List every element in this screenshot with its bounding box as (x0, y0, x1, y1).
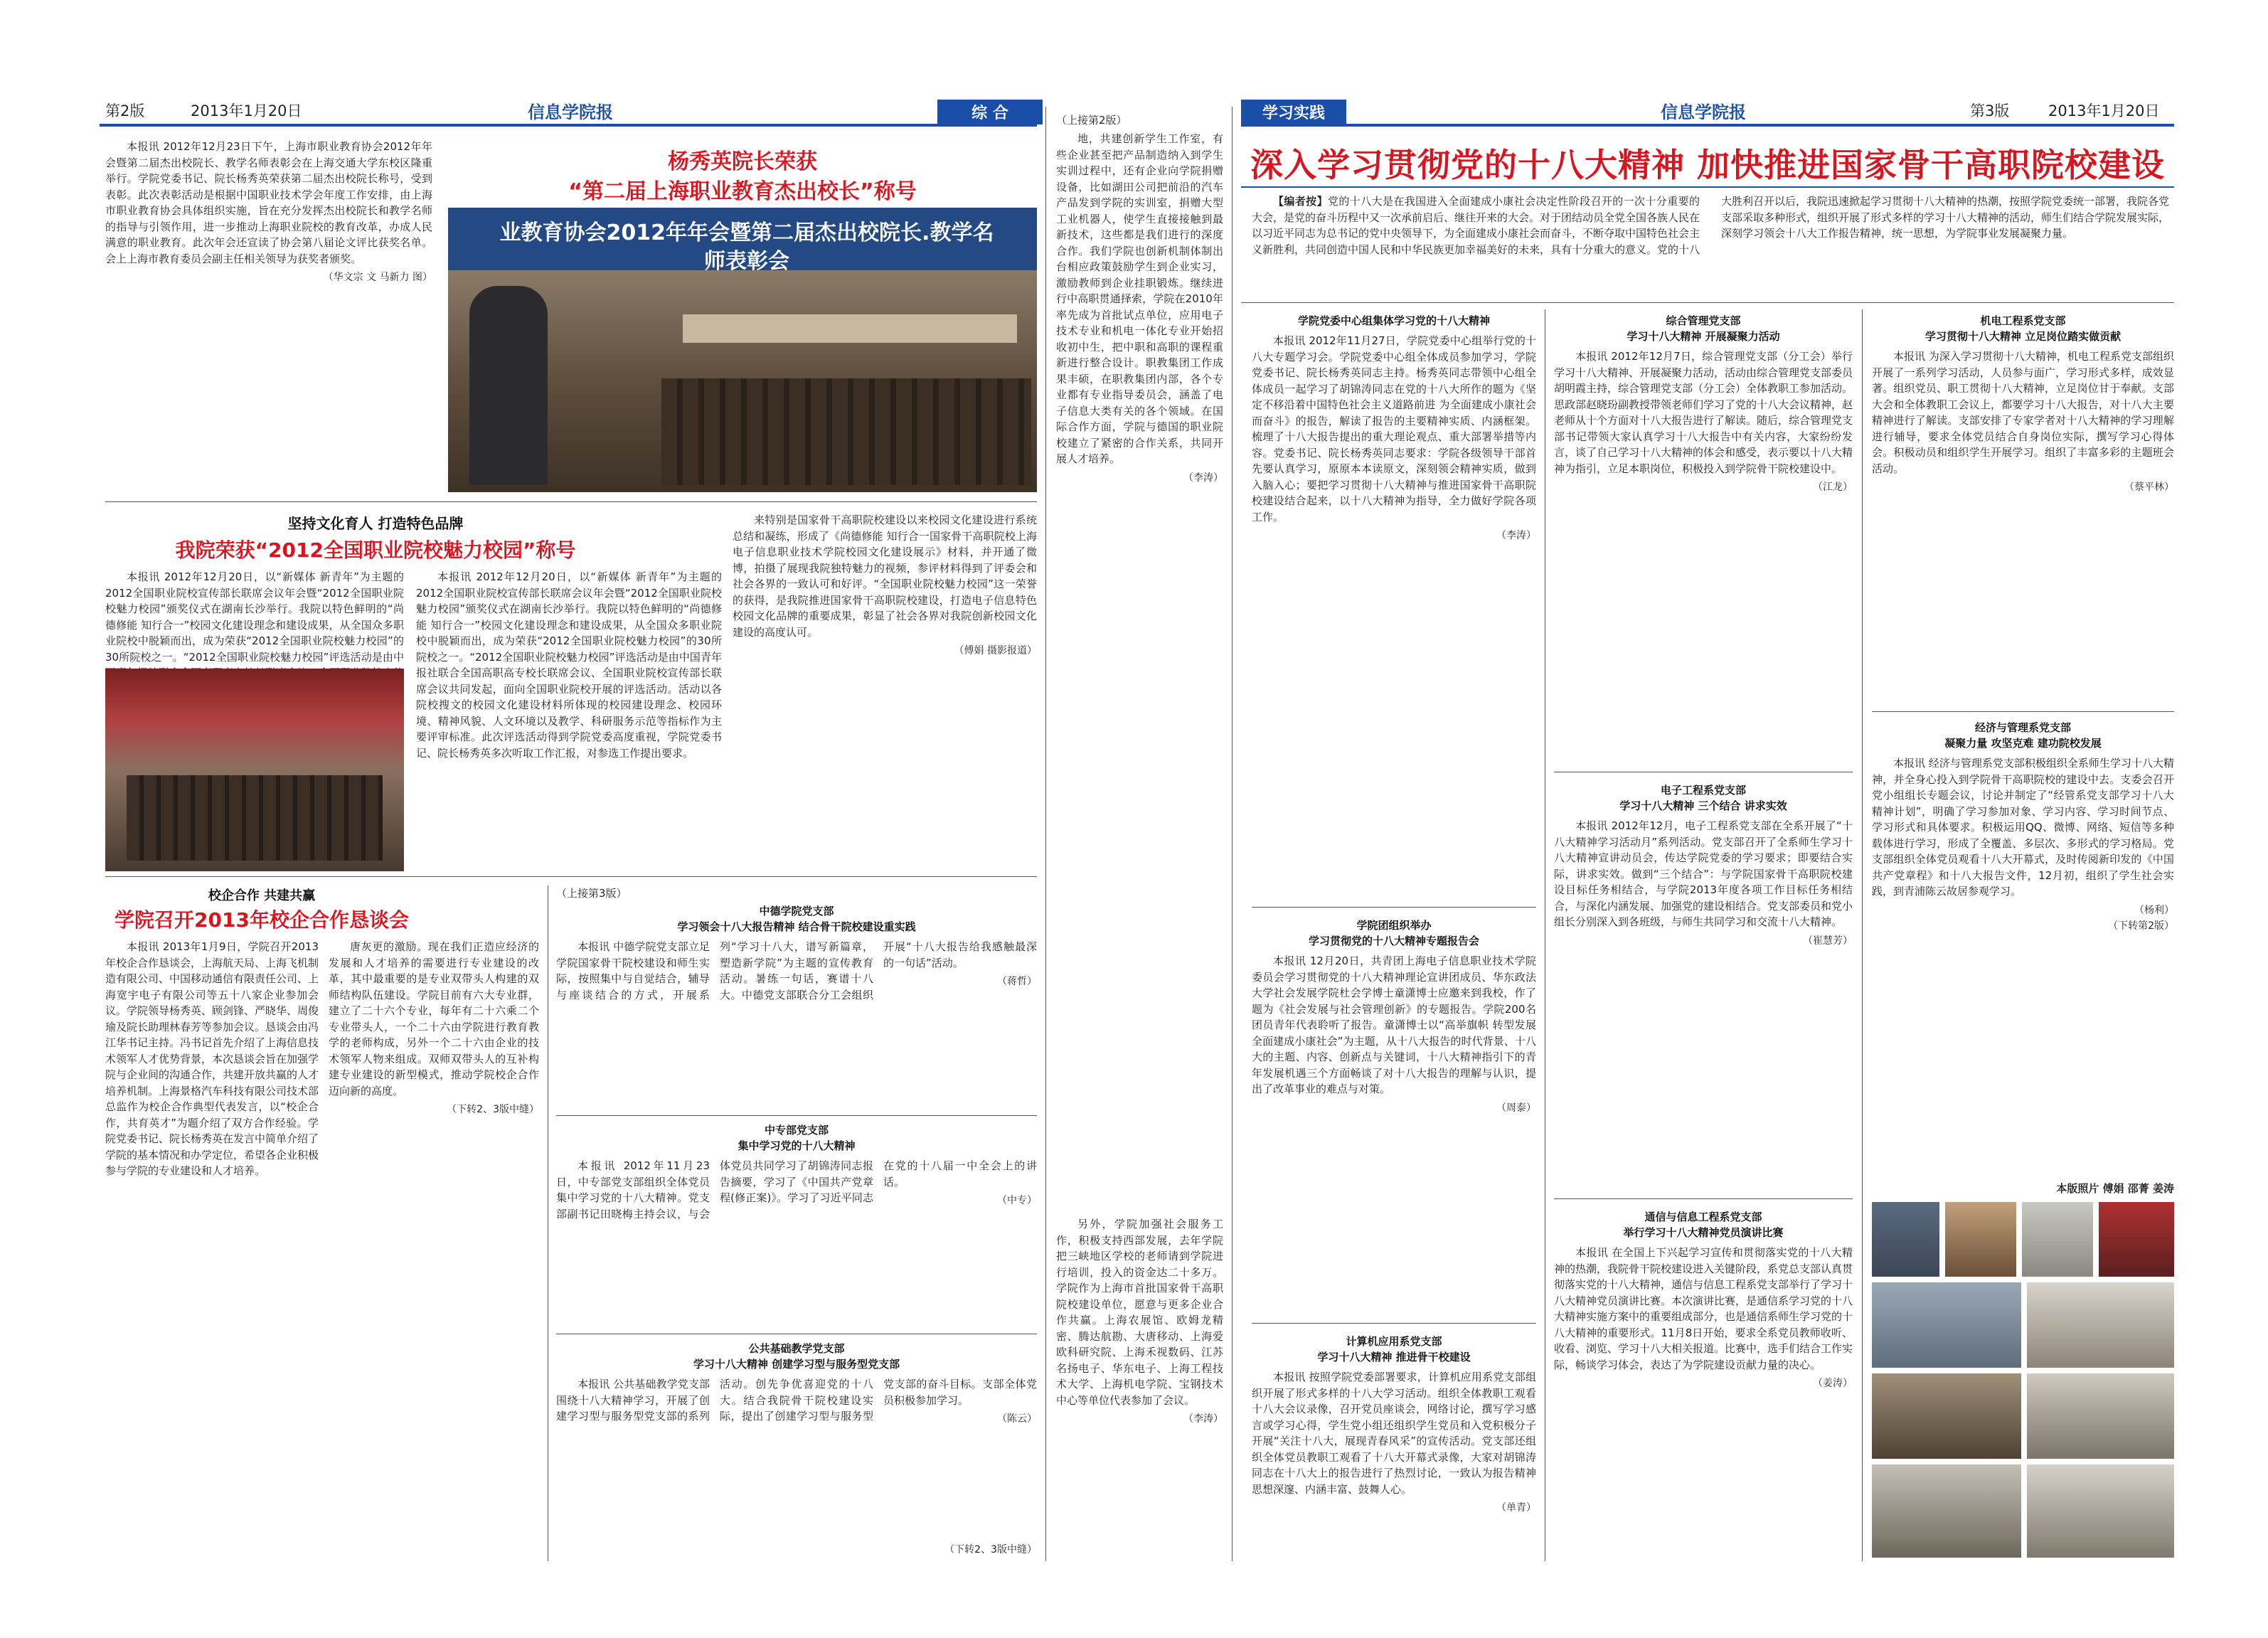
campus-award-photo (105, 669, 404, 871)
medium-photo-2 (2027, 1282, 2174, 1368)
r-art4-head: 综合管理党支部 (1666, 314, 1741, 327)
left-masthead: 信息学院报 (528, 102, 613, 122)
r-art6-body: 本报讯 在全国上下兴起学习宣传和贯彻落实党的十八大精神的热潮，我院骨干院校建设进入关键阶段，系党总支部认真贯彻落实党的十八大精神，通信与信息工程系党支部举行了学习十八大精神党员演讲比赛。本次演讲比赛，是通信系学习党的十八大精神实施方案中的重要组成部分，也是通信系师生学习党的十八大精神的重要形式。11月8日开始，要求全系党员教师收听、收看、浏览、学习十八大相关报道。比赛中，选手们结合工作实际，畅谈学习体会，表达了为学院建设贡献力量的决心。 （姜涛） (1554, 1246, 1853, 1389)
divider-7 (1252, 1323, 1536, 1324)
r-art2-sub: 学习贯彻党的十八大精神专题报告会 (1308, 935, 1479, 947)
article-enterprise-kicker: 校企合作 共建共赢 (208, 888, 316, 903)
small-photo-3 (2022, 1202, 2093, 1277)
gutter-body-2: 另外，学院加强社会服务工作，积极支持西部发展，去年学院把三峡地区学校的老师请到学院进行培训，投入的资金达二十多万。学院作为上海市首批国家骨干高职院校建设单位，愿意与更多企业合作共赢。上海农展馆、欧姆龙精密、腾达航勘、大唐移动、上海爱欧科研究院、上海禾视数码、江苏名扬电子、华东电子、上海工程技术大学、上海机电学院、宝钢技术中心等单位代表参加了会议。 （李涛） (1056, 1218, 1223, 1425)
col-divider-r2 (1862, 309, 1863, 1561)
main-headline-rule (1241, 186, 2174, 188)
mid-from-label: （上接第3版） (556, 887, 627, 900)
audience-2 (127, 775, 383, 861)
photo-credit: 本版照片 傅娟 邵菁 姜涛 (2056, 1182, 2174, 1195)
r-art4-body: 本报讯 2012年12月7日，综合管理党支部（分工会）举行学习十八大精神、开展凝聚力活动，活动由综合管理党支部委员胡明霞主持，综合管理党支部（分工会）全体教职工参加活动。思政部赵晓玢副教授带领老师们学习了党的十八大会议精神，赵老师从十个方面对十八大报告进行了解读。随后，综合管理党支部书记带领大家认真学习十八大报告中有关内容，大家纷纷发言，谈了自己学习十八大精神的体会和感受，表示要以十八大精神为指引，立足本职岗位，积极投入到学院骨干院校建设中。 （江龙） (1554, 350, 1853, 493)
medium-photo-5 (1872, 1464, 2021, 1558)
article-principal-award-headline2: “第二届上海职业教育杰出校长”称号 (568, 179, 917, 204)
mid-sec3-head: 公共基础教学党支部 (748, 1342, 845, 1355)
r-art8-body: 本报讯 经济与管理系党支部积极组织全系师生学习十八大精神，并全身心投入到学院骨干高职院校的建设中去。支委会召开党小组组长专题会议，讨论并制定了“经管系党支部学习十八大精神计划”，明确了学习参加对象、学习内容、学习时间节点、学习形式和具体要求。积极运用QQ、微博、网络、短信等多种载体进行学习，形成了全覆盖、多层次、多形式的学习格局。党支部组织全体党员观看十八大开幕式，及时传阅新印发的《中国共产党章程》和十八大报告文件，12月初，组织了学生社会实践，到青浦陈云故居参观学习。 （杨利） （下转第2版） (1872, 757, 2174, 932)
article-principal-award-headline1: 杨秀英院长荣获 (668, 149, 817, 174)
medium-photo-3 (1872, 1373, 2021, 1459)
editor-note: 【编者按】党的十八大是在我国进入全面建成小康社会决定性阶段召开的一次十分重要的大会，是党的奋斗历程中又一次承前启后、继往开来的大会。对于团结动员全党全国各族人民在以习近平同志为总书记的党中央领导下，为全面建成小康社会而奋斗，不断夺取中国特色社会主义新胜利，共同创造中国人民和中华民族更加幸福美好的未来，具有十分重大的意义。党的十八大胜利召开以后，我院迅速掀起学习贯彻十八大精神的热潮，按照学院党委统一部署，我院各党支部采取多种形式，组织开展了形式多样的学习十八大精神的活动，师生们结合学院发展实际，深刻学习领会十八大工作报告精神，统一思想，为学院事业发展凝聚力量。 (1252, 195, 2170, 256)
divider-1 (105, 501, 1037, 502)
article-campus-award-body-c: 来特别是国家骨干高职院校建设以来校园文化建设进行系统总结和凝练，形成了《尚德修能 知行合一国家骨干高职院校上海电子信息职业技术学院校园文化建设展示》材料，并开通了微博，拍摄了展现我院独特魅力的视频，参评材料得到了评委会和社会各界的一致认可和好评。“全国职业院校魅力校园”这一荣誉的获得，是我院推进国家骨干高职院校建设，打造电子信息特色校园文化品牌的重要成果，彰显了社会各界对我院创新校园文化建设的高度认可。 （傅娟 摄影报道） (733, 512, 1037, 868)
r-art8-head: 经济与管理系党支部 (1974, 721, 2071, 734)
ceremony-banner-text: 业教育协会2012年年会暨第二届杰出校院长.教学名师表彰会 (499, 220, 994, 274)
gutter-line-right (1232, 107, 1233, 1561)
mid-sec1-body: 本报讯 中德学院党支部立足学院国家骨干院校建设和师生实际，按照集中与自觉结合，辅导与座谈结合的方式，开展系列“学习十八大，谱写新篇章，塑造新学院”为主题的宣传教育活动。暑练一句话，赛谱十八大。中德党支部联合分工会组织开展“十八大报告给我感触最深的一句话”活动。 （蒋哲） (556, 940, 1037, 1001)
r-art2-body: 本报讯 12月20日，共青团上海电子信息职业技术学院委员会学习贯彻党的十八大精神理论宣讲团成员、华东政法大学社会发展学院杜会学博士童潇博士应邀来到我校，作了题为《社会发展与社会管理创新》的专题报告。学院200名团员青年代表聆听了报告。童潇博士以“高举旗帜 转型发展 全面建成小康社会”为主题，从十八大报告的时代背景、十八大的主题、内容、创新点与关键词，十八大精神指引下的青年发展机遇三个方面畅谈了对十八大报告的理解与认识，提出了改革事业的难点与对策。 （周泰） (1252, 954, 1536, 1114)
r-art6-sub: 举行学习十八大精神党员演讲比赛 (1623, 1226, 1784, 1239)
divider-10 (1872, 711, 2174, 712)
left-header-rule (100, 124, 1037, 127)
r-art3-body: 本报讯 按照学院党委部署要求，计算机应用系党支部组织开展了形式多样的十八大学习活动。组织全体教职工观看十八大会议录像，召开党员座谈会，网络讨论，撰写学习感言或学习心得，学生党小组还组织学生党员和入党积极分子开展“关注十八大，展现青春风采”的宣传活动。党支部还组织全体党员教职工观看了十八大开幕式录像，大家对胡锦涛同志在十八大上的报告进行了热烈讨论，一致认为报告精神思想深邃、内涵丰富、鼓舞人心。 （单青） (1252, 1371, 1536, 1514)
r-art5-head: 电子工程系党支部 (1660, 784, 1746, 797)
article-principal-award-body: 本报讯 2012年12月23日下午，上海市职业教育协会2012年年会暨第二届杰出校院长、教学名师表彰会在上海交通大学东校区隆重举行。学院党委书记、院长杨秀英荣获第二届杰出校院长称号，受到表彰。此次表彰活动是根据中国职业技术学会年度工作安排，由上海市职业教育协会具体组织实施，旨在充分发挥杰出校院长和教学名师的指导与引领作用，进一步推动上海职业院校的教育改革，办成人民满意的职业教育。此次年会还宣读了协会第八届论文评比获奖名单。会上上海市教育委员会副主任相关领导为获奖者颁奖。 （华文宗 文 马新力 图） (105, 139, 432, 494)
article-campus-award-body-b: 本报讯 2012年12月20日，以“新媒体 新青年”为主题的2012全国职业院校宣传部长联席会议年会暨“2012全国职业院校魅力校园”颁奖仪式在湖南长沙举行。我院以特色鲜明的“尚德修能 知行合一”校园文化建设理念和建设成果，从全国众多职业院校中脱颖而出，成为荣获“2012全国职业院校魅力校园”的30所院校之一。“2012全国职业院校魅力校园”评选活动是由中国青年报社联合全国高职高专校长联席会议、全国职业院校宣传部长联席会议共同发起，面向全国职业院校开展的评选活动。活动以各院校搜文的校园文化建设材料所体现的校园建设理念、校园环境、精神风貌、人文环境以及教学、科研服务示范等指标作为主要评审标准。此次评选活动得到学院党委高度重视，学院党委书记、院长杨秀英多次听取工作汇报，对参选工作提出要求。 (416, 570, 722, 760)
medium-photo-4 (2027, 1373, 2174, 1459)
divider-3 (556, 1115, 1037, 1116)
r-art1-body: 本报讯 2012年11月27日，学院党委中心组举行党的十八大专题学习会。学院党委中心组全体成员参加学习，学院党委书记、院长杨秀英同志主持。杨秀英同志带领中心组全体成员一起学习了胡锦涛同志在党的十八大所作的题为《坚定不移沿着中国特色社会主义道路前进 为全面建成小康社会而奋斗》的报告，解读了报告的主要精神实质、内涵框架。梳理了十八大报告提出的重大理论观点、重大部署举措等内容。党委书记、院长杨秀英同志要求：学院各级领导干部首先要认真学习，原原本本读原文，深刻领会精神实质，做到入脑入心；要把学习贯彻十八大精神与推进国家骨干高职院校建设结合起来，以十八大精神为指导，全力做好学院各项工作。 （李涛） (1252, 334, 1536, 541)
r-art7-body: 本报讯 为深入学习贯彻十八大精神，机电工程系党支部组织开展了一系列学习活动，人员参与面广，学习形式多样，成效显著。组织党员、职工贯彻十八大精神，立足岗位甘于奉献。支部大会和全体教职工会议上，都要学习十八大报告，对十八大主要精神进行了解读。支部安排了专家学者对十八大精神的学习理解进行辅导，要求全体党员结合自身岗位实际，撰写学习心得体会。积极动员和组织学生开展学习。组织了丰富多彩的主题班会活动。 （蔡平林） (1872, 350, 2174, 493)
stage-table (683, 314, 1017, 343)
r-art3-head: 计算机应用系党支部 (1346, 1335, 1442, 1348)
article-enterprise-body-a: 本报讯 2013年1月9日，学院召开2013年校企合作恳谈会，上海航天局、上海飞机制造有限公司、中国移动通信有限责任公司、上海宽宇电子有限公司等五十八家企业参加会议。学院领导杨秀英、顾剑锋、严晓华、周俊瑜及院长助理林春芳等参加会议。恳谈会由冯江华书记主持。冯书记首先介绍了上海信息技术领军人才优势背景，本次恳谈会旨在加强学院与企业间的沟通合作，共建开放共赢的人才培养机制。上海景格汽车科技有限公司技术部总监作为校企合作典型代表发言，以“校企合作，共育英才”为题介绍了双方合作经验。学院党委书记、院长杨秀英在发言中简单介绍了学院的基本情况和办学定位，希望各企业积极参与学院的专业建设和人才培养。 (105, 940, 319, 1177)
r-art7-head: 机电工程系党支部 (1980, 314, 2066, 327)
audience (661, 378, 1031, 485)
small-photo-4 (2099, 1202, 2174, 1277)
divider-6 (1252, 907, 1536, 908)
article-enterprise-headline: 学院召开2013年校企合作恳谈会 (115, 908, 409, 932)
article-campus-award-body-a: 本报讯 2012年12月20日，以“新媒体 新青年”为主题的2012全国职业院校宣传部长联席会议年会暨“2012全国职业院校魅力校园”颁奖仪式在湖南长沙举行。我院以特色鲜明的“尚德修能 知行合一”校园文化建设理念和建设成果，从全国众多职业院校中脱颖而出，成为荣获“2012全国职业院校魅力校园”的30所院校之一。“2012全国职业院校魅力校园”评选活动是由中 (105, 570, 404, 664)
gutter-line-left (1045, 107, 1046, 1561)
mid-sec2-body: 本报讯 2012年11月23日，中专部党支部组织全体党员集中学习党的十八大精神。党支部副书记田晓梅主持会议，与会体党员共同学习了胡锦涛同志报告摘要，学习了《中国共产党章程(修正案)》。学习了习近平同志在党的十八届一中全会上的讲话。 （中专） (556, 1159, 1037, 1220)
mid-sec3-body: 本报讯 公共基础教学党支部围绕十八大精神学习，开展了创建学习型与服务型党支部的系列活动。创先争优喜迎党的十八大。结合我院骨干院校建设实际，提出了创建学习型与服务型党支部的奋斗目标。支部全体党员积极参加学习。 （陈云） (556, 1378, 1037, 1425)
editor-note-label: 【编者按】 (1273, 195, 1328, 208)
r-art1-head: 学院党委中心组集体学习党的十八大精神 (1297, 314, 1490, 327)
right-section-tag: 学习实践 (1241, 100, 1346, 124)
article-enterprise-footnote: （下转2、3版中缝） (447, 1104, 539, 1115)
small-photo-2 (1945, 1202, 2016, 1277)
r-art6-head: 通信与信息工程系党支部 (1644, 1211, 1762, 1223)
article-enterprise-body-b: 唐灰更的激励。现在我们正造应经济的发展和人才培养的需要进行专业建设的改革，其中最重要的是专业双带头人构建的双师结构队伍建设。学院目前有六大专业群，建立了二十六个专业，每年有二十六乘二个专业带头人，一个二十六由学院进行教育教学的老师构成，另外一个二十六由企业的技术领军人物来组成。双师双带头人的互补构建专业建设的新型模式，推动学院校企合作迈向新的高度。 （下转2、3版中缝） (329, 939, 539, 1558)
r-art8-sub: 凝聚力量 攻坚克难 建功院校发展 (1944, 737, 2102, 750)
medium-photo-1 (1872, 1282, 2021, 1368)
right-header-rule (1241, 124, 2174, 127)
medium-photo-6 (2027, 1464, 2174, 1558)
right-page-number: 第3版 (1970, 102, 2010, 119)
mid-sec1-sub: 学习领会十八大报告精神 结合骨干院校建设重实践 (677, 920, 916, 933)
divider-9 (1554, 1198, 1853, 1199)
small-photo-1 (1872, 1202, 1939, 1277)
article-campus-award-kicker: 坚持文化育人 打造特色品牌 (287, 515, 464, 532)
left-page-number: 第2版 (105, 102, 145, 119)
mid-sec2-sub: 集中学习党的十八大精神 (738, 1139, 856, 1152)
mid-sec3-sub: 学习十八大精神 创建学习型与服务型党支部 (693, 1358, 900, 1371)
right-masthead: 信息学院报 (1661, 102, 1746, 122)
main-headline: 深入学习贯彻党的十八大精神 加快推进国家骨干高职院校建设 (1250, 146, 2165, 184)
r-art4-sub: 学习十八大精神 开展凝聚力活动 (1627, 330, 1780, 343)
mid-sec2-head: 中专部党支部 (764, 1124, 829, 1137)
right-page-date: 2013年1月20日 (2048, 102, 2160, 119)
r-art5-body: 本报讯 2012年12月，电子工程系党支部在全系开展了“十八大精神学习活动月”系列活动。党支部召开了全系师生学习十八大精神宣讲动员会，传达学院党委的学习要求；即要结合实际，讲求实效。做到“三个结合”：与学院国家骨干高职院校建设目标任务相结合，与学院2013年度各项工作目标任务相结合，与深化内涵发展、加强党的建设相结合。党支部委员和党小组长分别深入到各班级，与师生共同学习和交流十八大精神。 （崔慧芳） (1554, 819, 1853, 947)
principal-figure (469, 286, 548, 485)
gutter-from-label: （上接第2版） (1056, 114, 1127, 127)
award-ceremony-photo (448, 208, 1037, 492)
article-campus-award-credit: （傅娟 摄影报道） (954, 645, 1037, 656)
mid-next-label: （下转2、3版中缝） (944, 1544, 1037, 1555)
r-art2-head: 学院团组织举办 (1356, 919, 1432, 932)
left-section-tag: 综 合 (937, 100, 1043, 124)
divider-2 (105, 876, 1037, 877)
r-art3-sub: 学习十八大精神 推进骨干校建设 (1317, 1351, 1471, 1363)
mid-sec1-head: 中德学院党支部 (759, 905, 834, 918)
gutter-body: 地，共建创新学生工作室，有些企业甚至把产品制造纳入到学生实训过程中，还有企业向学院捐赠设备，比如湖田公司把前沿的汽车产品发到学院的实训室，捐赠大型工业机器人，使学生直接接触到最新技术，这些都是我们进行的深度合作。我们学院也创新机制体制出台相应政策鼓励学生到企业实习，激励教师到企业挂职锻炼。继续进行中高职贯通择索，学院在2010年率先成为首批试点单位，应用电子技术专业和机电一体化专业开始招收初中生，把中职和高职的课程重新进行整合设计。职教集团工作成果丰硕，在职教集团内部，各个专业都有专业指导委员会，涵盖了电子信息大类有关的各个领域。在国际合作方面，学院与德国的职业院校建立了紧密的合作关系，共同开展人才培养。 （李涛） (1056, 132, 1223, 484)
article-campus-award-headline: 我院荣获“2012全国职业院校魅力校园”称号 (175, 538, 576, 562)
divider-5 (1241, 302, 2174, 303)
r-art7-sub: 学习贯彻十八大精神 立足岗位踏实做贡献 (1924, 330, 2121, 343)
article-principal-award-credit: （华文宗 文 马新力 图） (323, 272, 432, 283)
left-page-date: 2013年1月20日 (191, 102, 302, 119)
r-art5-sub: 学习十八大精神 三个结合 讲求实效 (1619, 799, 1787, 812)
